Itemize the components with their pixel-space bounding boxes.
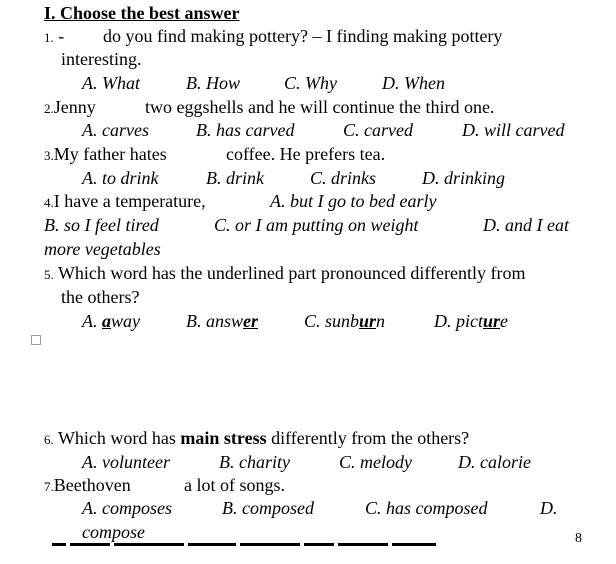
underlined-part: ur: [359, 311, 377, 331]
question-1-text: do you find making pottery? – I finding making pottery: [103, 26, 503, 46]
option-c: [304, 310, 385, 332]
word-start: sunb: [325, 311, 360, 331]
option-a: A. What: [82, 73, 140, 93]
option-b: B. so I feel tired: [44, 215, 159, 235]
question-7: [44, 474, 131, 498]
option-b: B. charity: [219, 452, 290, 472]
underlined-part: ur: [483, 311, 501, 331]
option-b: B. How: [186, 73, 240, 93]
option-d: D. calorie: [458, 452, 531, 472]
option-c: C. or I am putting on weight: [214, 215, 419, 235]
cut-off-text-line: [52, 543, 440, 564]
question-5-continuation: the others?: [61, 287, 140, 307]
option-c: C. melody: [339, 452, 412, 472]
option-d: D. drinking: [422, 168, 505, 188]
option-c: C. drinks: [310, 168, 377, 188]
underlined-part: er: [243, 311, 259, 331]
option-a: A. to drink: [82, 168, 159, 188]
question-2: [44, 96, 96, 120]
option-c: C. carved: [343, 120, 413, 140]
question-prefix: Beethoven: [53, 475, 131, 495]
question-text: Which word has the underlined part pronounced differently from: [57, 263, 526, 283]
question-3: [44, 143, 167, 167]
question-7-text: a lot of songs.: [184, 475, 285, 495]
question-text-pre: Which word has: [57, 428, 176, 448]
question-1-continuation: interesting.: [61, 49, 142, 69]
question-number: 1.: [44, 30, 54, 45]
question-prefix: My father hates: [53, 144, 167, 164]
question-number: 7.: [44, 479, 54, 494]
option-label: A.: [82, 311, 98, 331]
option-label: D.: [434, 311, 452, 331]
page-number: 8: [575, 531, 582, 546]
question-number: 2.: [44, 101, 54, 116]
question-number: 5.: [44, 267, 54, 282]
question-prefix: -: [58, 26, 65, 46]
word-rest: n: [376, 311, 386, 331]
question-number: 3.: [44, 148, 54, 163]
option-b: [186, 310, 258, 332]
option-c: C. has composed: [365, 498, 488, 518]
word-rest: way: [111, 311, 140, 331]
question-text-bold: main stress: [180, 428, 267, 448]
option-d: D. When: [382, 73, 445, 93]
option-label: B.: [186, 311, 202, 331]
question-3-text: coffee. He prefers tea.: [226, 144, 386, 164]
option-d: [434, 310, 508, 332]
option-d: D. and I eat: [483, 215, 569, 235]
option-b: B. has carved: [196, 120, 295, 140]
question-prefix: Jenny: [53, 97, 96, 117]
question-number: 4.: [44, 195, 54, 210]
question-text-post: differently from the others?: [271, 428, 470, 448]
option-label: C.: [304, 311, 321, 331]
option-a: A. composes: [82, 498, 172, 518]
option-d: D.: [540, 498, 558, 518]
question-5: [44, 262, 525, 286]
question-number: 6.: [44, 432, 54, 447]
option-a: A. volunteer: [82, 452, 170, 472]
word-start: answ: [206, 311, 244, 331]
question-4: [44, 190, 206, 214]
option-d: D. will carved: [462, 120, 565, 140]
empty-checkbox-icon: [31, 335, 41, 345]
question-1: [44, 25, 64, 49]
option-b: B. composed: [222, 498, 314, 518]
word-rest: e: [500, 311, 509, 331]
option-a: A. carves: [82, 120, 149, 140]
question-prefix: I have a temperature,: [53, 191, 206, 211]
question-2-text: two eggshells and he will continue the third one.: [145, 97, 495, 117]
word-start: pict: [456, 311, 483, 331]
option-a: [82, 310, 140, 332]
option-d-continuation: more vegetables: [44, 239, 161, 259]
option-d-continuation: compose: [82, 522, 145, 542]
question-6: [44, 427, 469, 451]
underlined-part: a: [102, 311, 111, 331]
option-b: B. drink: [206, 168, 264, 188]
option-a: A. but I go to bed early: [270, 191, 437, 211]
section-title: I. Choose the best answer: [44, 3, 240, 23]
option-c: C. Why: [284, 73, 337, 93]
